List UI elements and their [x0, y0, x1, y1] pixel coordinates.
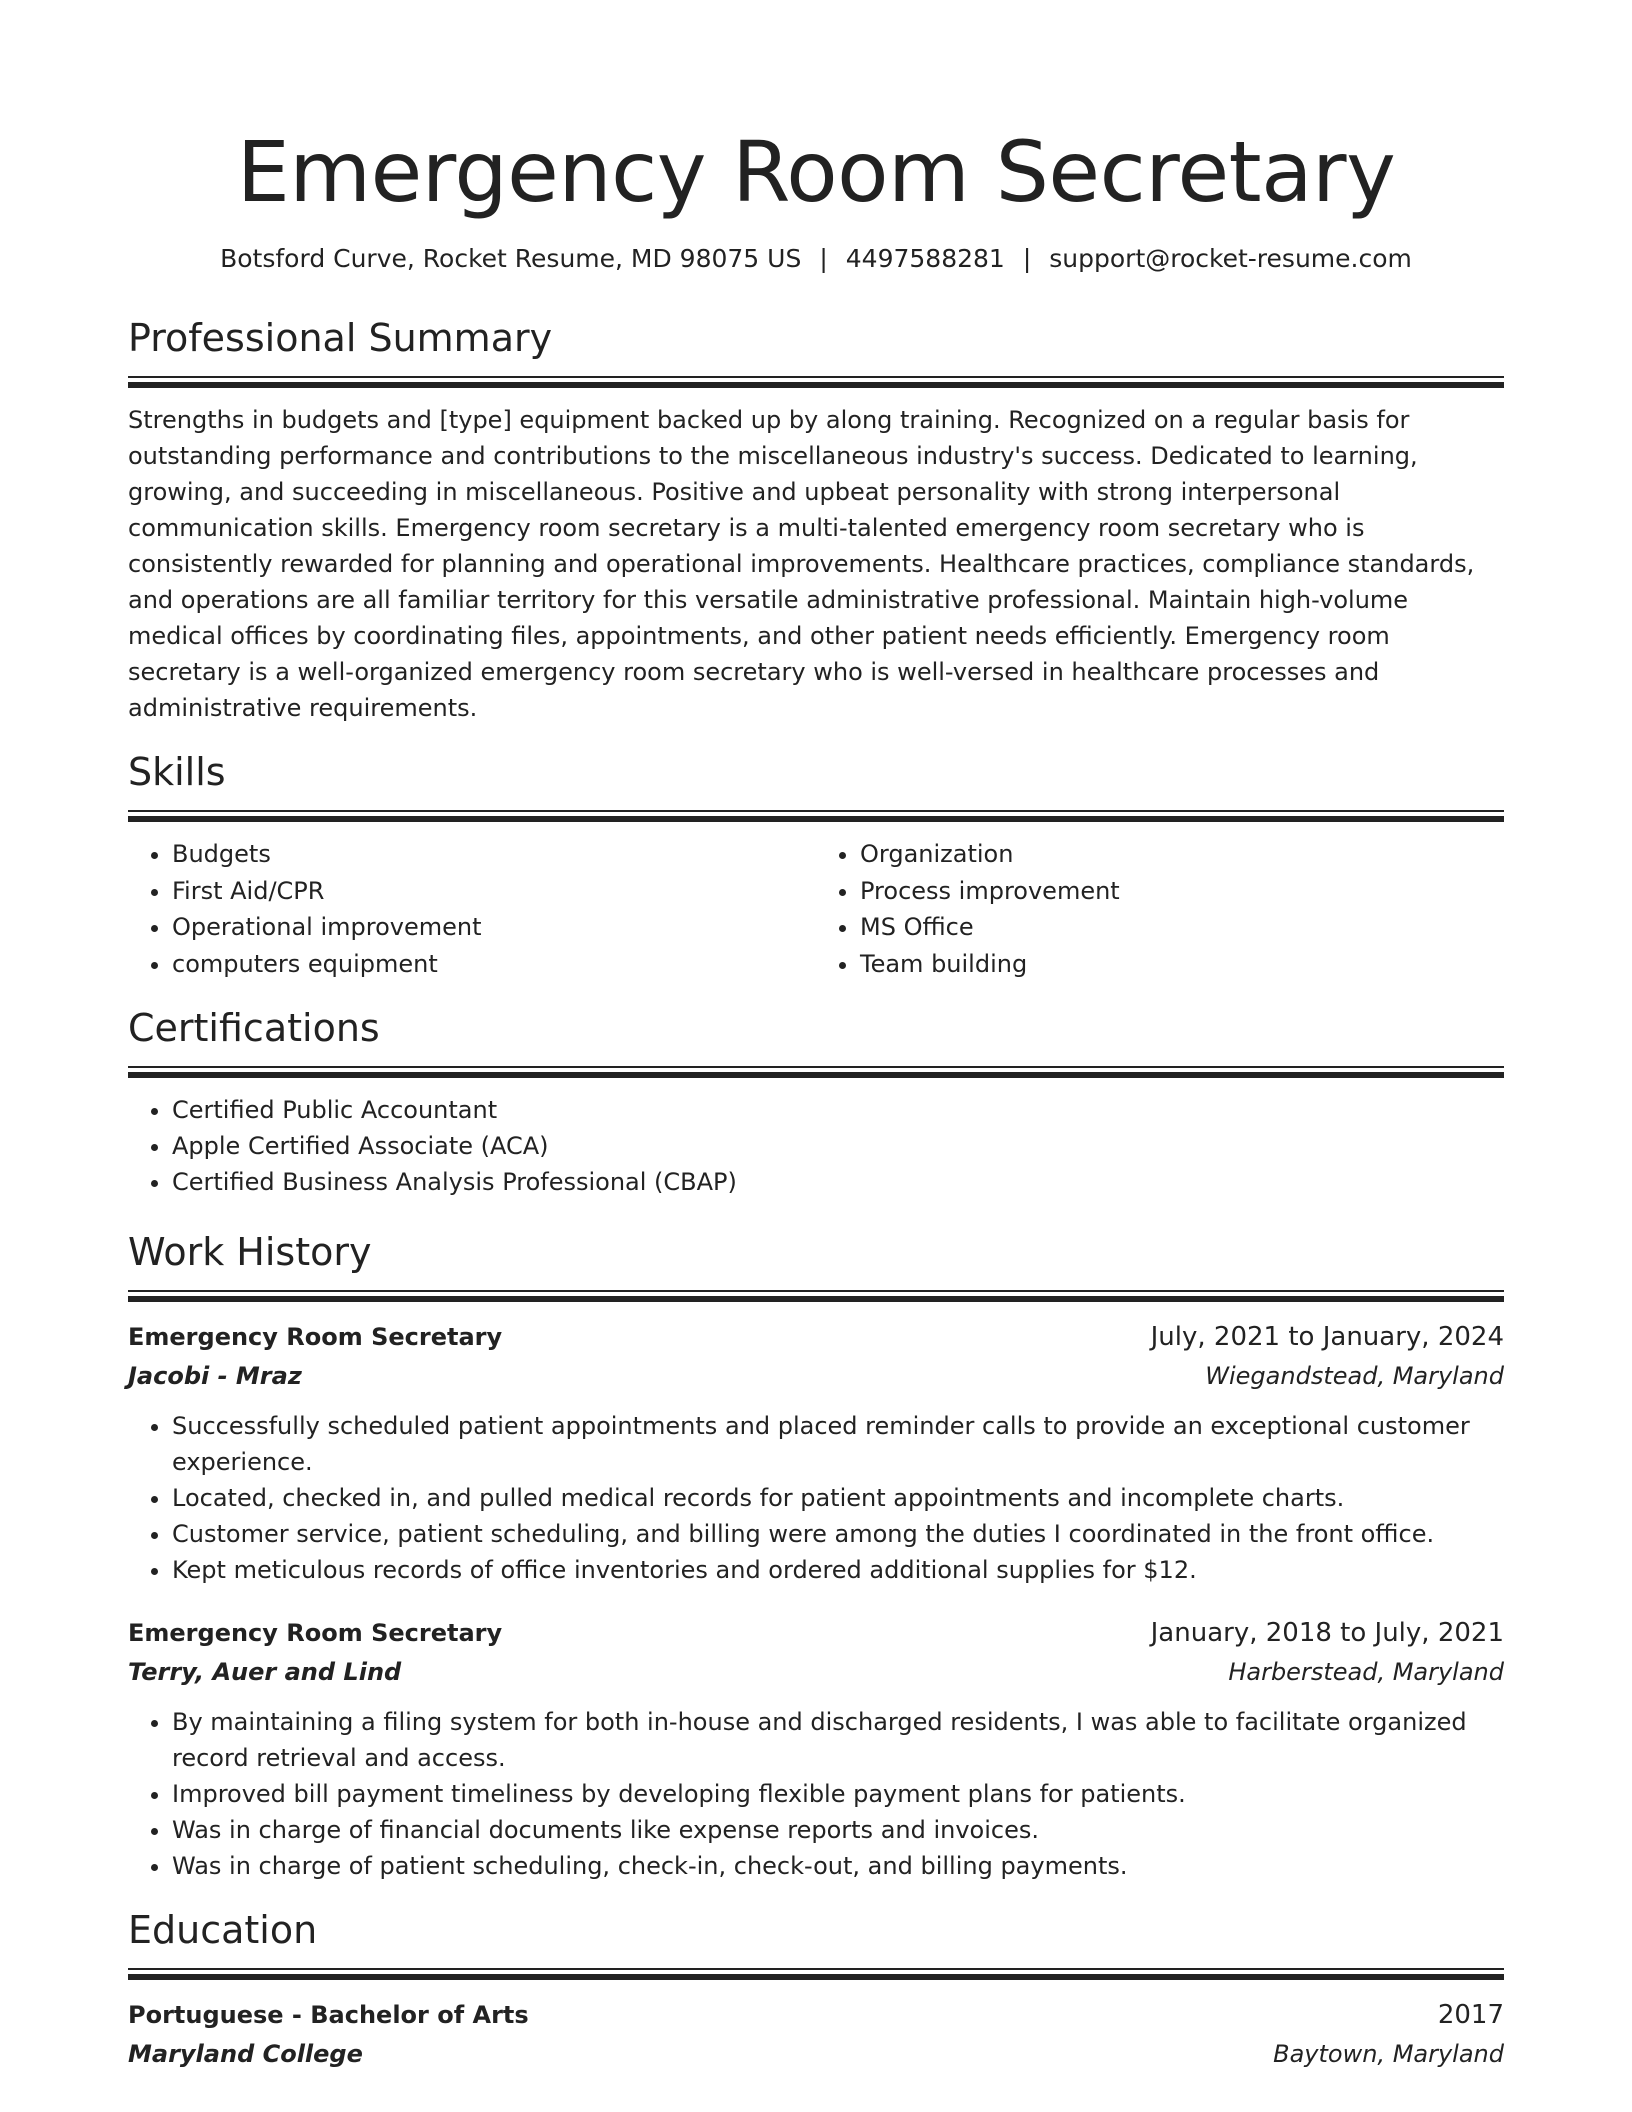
education-school: Maryland College: [128, 2040, 363, 2068]
contact-address: Botsford Curve, Rocket Resume, MD 98075 US: [220, 244, 802, 273]
education-location: Baytown, Maryland: [1273, 2040, 1504, 2068]
contact-email: support@rocket-resume.com: [1049, 244, 1412, 273]
section-title-certifications: Certifications: [128, 1006, 380, 1050]
education-school-row: [128, 2034, 1504, 2074]
certification-item: • Apple Certified Associate (ACA): [172, 1128, 1504, 1164]
skills-list-left: [128, 836, 816, 982]
job-bullet: • Improved bill payment timeliness by developing flexible payment plans for patients.: [172, 1776, 1504, 1812]
job-header-row: [128, 1614, 1504, 1652]
job-entry: [128, 1318, 1504, 1588]
certification-item: • Certified Business Analysis Professional (CBAP): [172, 1164, 1504, 1200]
summary-section: [128, 314, 1504, 726]
job-bullet: • By maintaining a filing system for both in-house and discharged residents, I was able to facilitate organized record retrieval and access.: [172, 1704, 1504, 1776]
job-company-row: [128, 1356, 1504, 1396]
section-divider: [128, 1290, 1504, 1302]
job-bullet: • Was in charge of financial documents like expense reports and invoices.: [172, 1812, 1504, 1848]
job-bullets: [128, 1408, 1504, 1588]
job-company-row: [128, 1652, 1504, 1692]
contact-phone: 4497588281: [845, 244, 1005, 273]
skill-item: • Process improvement: [860, 873, 1504, 910]
skill-item: • Organization: [860, 836, 1504, 873]
contact-separator: |: [819, 244, 828, 273]
summary-text: Strengths in budgets and [type] equipment backed up by along training. Recognized on a regular basis for outstanding performance and contributions to the miscellaneous industry's success. Dedicated to learning, growing, and succeeding in miscellaneous. Positive and upbeat personality with strong interpersonal communication skills. Emergency room secretary is a multi-talented emergency room secretary who is consistently rewarded for planning and operational improvements. Healthcare practices, compliance standards, and operations are all familiar territory for this versatile administrative professional. Maintain high-volume medical offices by coordinating files, appointments, and other patient needs efficiently. Emergency room secretary is a well-organized emergency room secretary who is well-versed in healthcare processes and administrative requirements.: [128, 406, 1475, 722]
job-company: Terry, Auer and Lind: [128, 1658, 402, 1686]
job-location: Wiegandstead, Maryland: [1205, 1362, 1504, 1390]
resume-name: Emergency Room Secretary: [236, 123, 1396, 221]
section-divider: [128, 810, 1504, 822]
section-title-skills: Skills: [128, 750, 226, 794]
job-dates: January, 2018 to July, 2021: [1150, 1618, 1504, 1648]
job-bullets: [128, 1704, 1504, 1884]
skills-columns: [128, 836, 1504, 982]
job-header-row: [128, 1318, 1504, 1356]
skills-section: [128, 748, 1504, 982]
skills-list-right: [816, 836, 1504, 982]
section-title-summary: Professional Summary: [128, 316, 553, 360]
skill-item: • Budgets: [172, 836, 816, 873]
job-company: Jacobi - Mraz: [128, 1362, 302, 1390]
job-bullet: • Successfully scheduled patient appointments and placed reminder calls to provide an exceptional customer experience.: [172, 1408, 1504, 1480]
work-history-section: [128, 1228, 1504, 1884]
skill-item: • Team building: [860, 946, 1504, 983]
education-header-row: [128, 1996, 1504, 2034]
job-location: Harberstead, Maryland: [1228, 1658, 1504, 1686]
job-title: Emergency Room Secretary: [128, 1323, 503, 1351]
section-divider: [128, 376, 1504, 388]
certifications-list: [128, 1092, 1504, 1200]
section-title-education: Education: [128, 1908, 318, 1952]
certifications-section: [128, 1004, 1504, 1200]
job-bullet: • Was in charge of patient scheduling, check-in, check-out, and billing payments.: [172, 1848, 1504, 1884]
skill-item: • computers equipment: [172, 946, 816, 983]
job-dates: July, 2021 to January, 2024: [1150, 1322, 1504, 1352]
job-entry: [128, 1614, 1504, 1884]
section-divider: [128, 1968, 1504, 1980]
skill-item: • Operational improvement: [172, 909, 816, 946]
skill-item: • First Aid/CPR: [172, 873, 816, 910]
education-year: 2017: [1437, 2000, 1504, 2030]
section-divider: [128, 1066, 1504, 1078]
education-section: [128, 1906, 1504, 2074]
skill-item: • MS Office: [860, 909, 1504, 946]
certification-item: • Certified Public Accountant: [172, 1092, 1504, 1128]
job-bullet: • Located, checked in, and pulled medical records for patient appointments and incomplete charts.: [172, 1480, 1504, 1516]
education-entry: [128, 1996, 1504, 2074]
job-bullet: • Customer service, patient scheduling, and billing were among the duties I coordinated in the front office.: [172, 1516, 1504, 1552]
job-title: Emergency Room Secretary: [128, 1619, 503, 1647]
section-title-work-history: Work History: [128, 1230, 372, 1274]
contact-line: [128, 242, 1504, 276]
education-degree: Portuguese - Bachelor of Arts: [128, 2001, 529, 2029]
contact-separator: |: [1022, 244, 1032, 273]
job-bullet: • Kept meticulous records of office inventories and ordered additional supplies for $12.: [172, 1552, 1504, 1588]
